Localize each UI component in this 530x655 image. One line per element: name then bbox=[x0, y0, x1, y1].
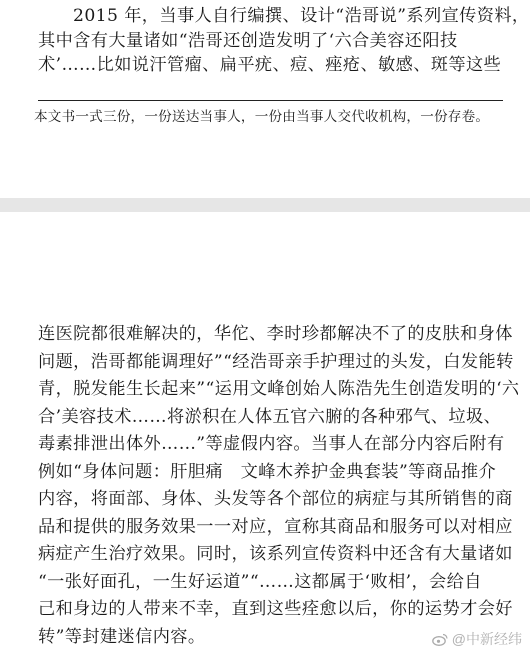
text-line: 连医院都很难解决的，华佗、李时珍都解决不了的皮肤和身体 bbox=[38, 324, 513, 344]
text-line: 问题，浩哥都能调理好”“经浩哥亲手护理过的头发，白发能转 bbox=[38, 351, 514, 372]
watermark bbox=[432, 629, 522, 649]
text-line: 术’……比如说汗管瘤、扁平疣、痘、痤疮、敏感、斑等这些 bbox=[38, 55, 502, 75]
horizontal-rule bbox=[38, 100, 503, 101]
text-line: 其中含有大量诸如“浩哥还创造发明了‘六合美容还阳技 bbox=[38, 30, 458, 51]
weibo-icon bbox=[432, 633, 448, 646]
top-paragraph bbox=[38, 4, 530, 78]
text-line: 转”等封建迷信内容。 bbox=[38, 626, 206, 647]
document-page-top bbox=[0, 0, 530, 198]
text-line: 合’美容技术……将淤积在人体五官六腑的各种邪气、垃圾、 bbox=[38, 406, 502, 427]
text-line: 毒素排泄出体外……”等虚假内容。当事人在部分内容后附有 bbox=[38, 434, 505, 454]
page-separator bbox=[0, 198, 530, 212]
text-line: 病症产生治疗效果。同时，该系列宣传资料中还含有大量诸如 bbox=[38, 544, 513, 564]
text-line: 内容，将面部、身体、头发等各个部位的病症与其所销售的商 bbox=[38, 489, 513, 509]
text-line: 2015 年，当事人自行编撰、设计“浩哥说”系列宣传资料， bbox=[73, 6, 530, 26]
footer-note: 本文书一式三份，一份送达当事人，一份由当事人交代收机构，一份存卷。 bbox=[34, 109, 490, 125]
bottom-paragraph bbox=[38, 321, 520, 651]
text-line: 青，脱发能生长起来”“运用文峰创始人陈浩先生创造发明的‘六 bbox=[38, 379, 520, 399]
text-line: 己和身边的人带来不幸，直到这些痊愈以后，你的运势才会好 bbox=[38, 599, 513, 619]
text-line: 品和提供的服务效果一一对应，宣称其商品和服务可以对相应 bbox=[38, 516, 513, 537]
text-line: “一张好面孔，一生好运道”“……这都属于‘败相’，会给自 bbox=[38, 571, 482, 592]
text-line: 例如“身体问题：肝胆痛 文峰木养护金典套装”等商品推介 bbox=[38, 461, 497, 482]
watermark-text: @中新经纬 bbox=[451, 631, 522, 647]
